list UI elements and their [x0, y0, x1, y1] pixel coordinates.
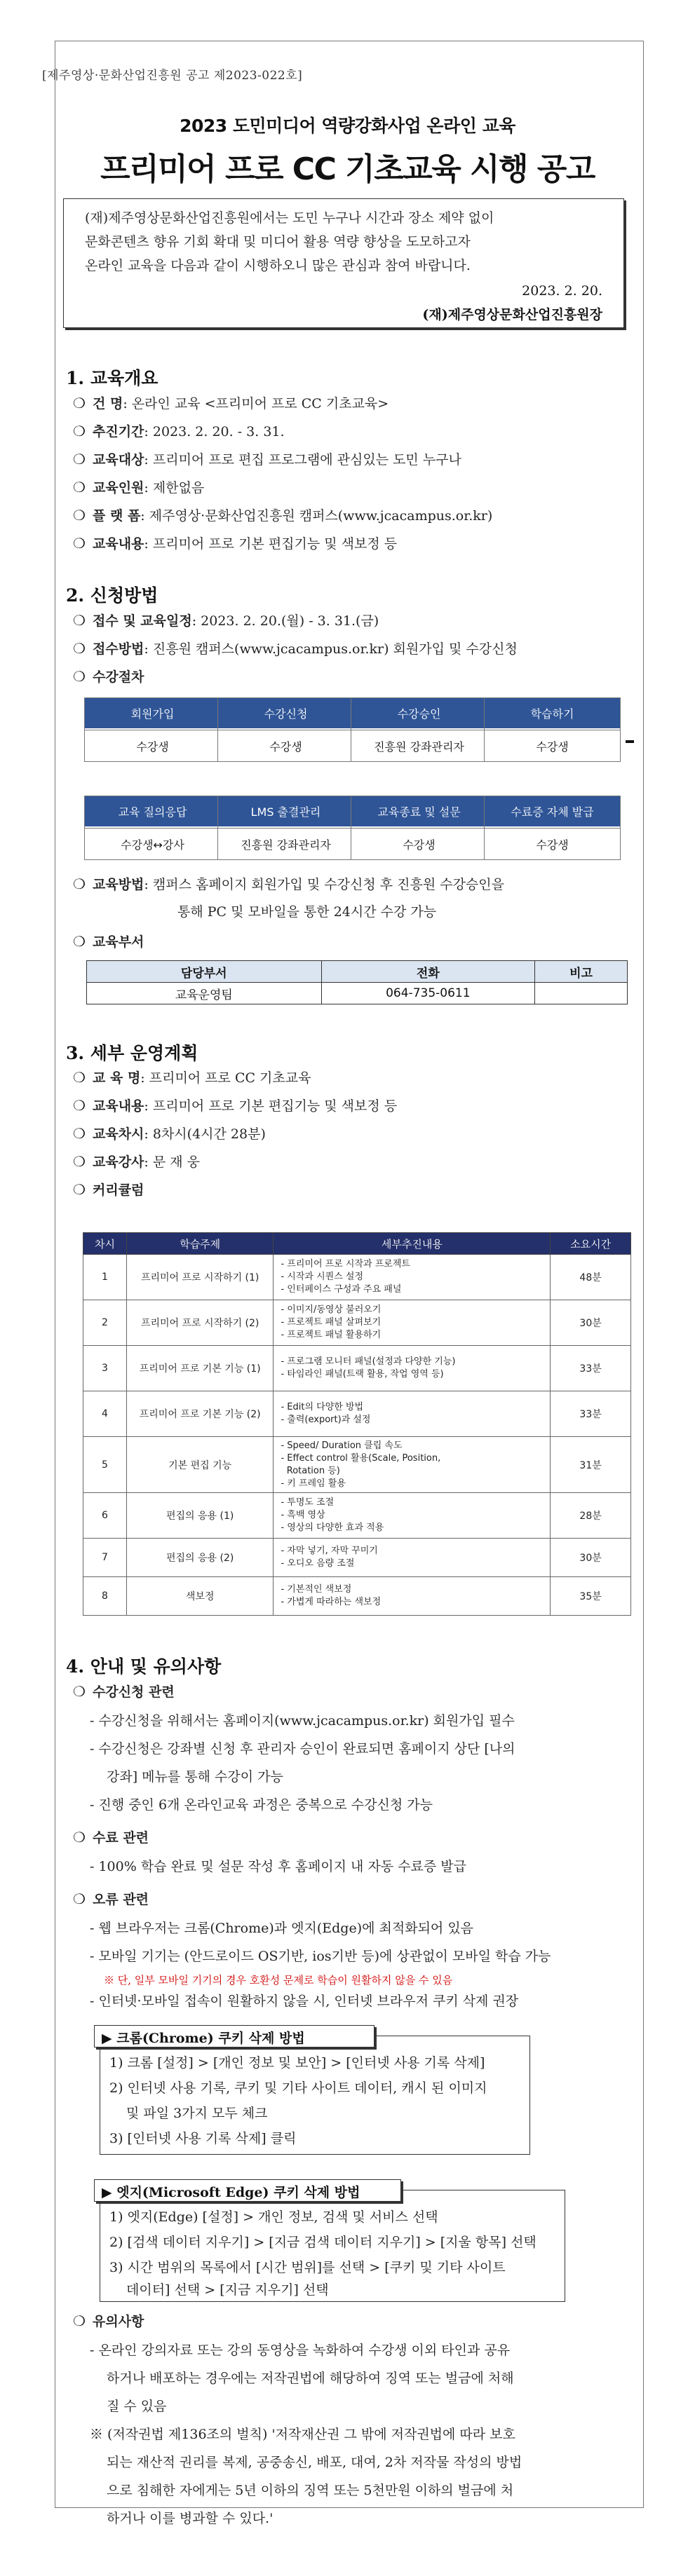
process-step-title: 수강승인 — [351, 698, 487, 730]
overview-row: ❍ 교육대상: 프리미어 프로 편집 프로그램에 관심있는 도민 누구나 — [73, 451, 461, 468]
process-step — [351, 796, 487, 860]
row-value: : 프리미어 프로 CC 기초교육 — [140, 1070, 311, 1086]
detail-line: - 이미지/동영상 불러오기 — [281, 1304, 382, 1315]
caution-line: 되는 재산적 권리를 복제, 공중송신, 배포, 대여, 2차 저작물 작성의 방법 — [107, 2455, 522, 2470]
row-key: 교육인원 — [93, 480, 144, 496]
table-header: 소요시간 — [551, 1233, 631, 1255]
row-value: : 제주영상·문화산업진흥원 캠퍼스(www.jcacampus.or.kr) — [140, 508, 493, 524]
notice-item: 강좌] 메뉴를 통해 수강이 가능 — [107, 1769, 283, 1785]
session-details — [274, 1391, 551, 1437]
apply-row: ❍ 접수방법: 진흥원 캠퍼스(www.jcacampus.or.kr) 회원가입 및 수강신청 — [73, 640, 518, 657]
intro-line: (재)제주영상문화산업진흥원에서는 도민 누구나 시간과 장소 제약 없이 — [85, 210, 494, 226]
detail-line: - 투명도 조절 — [281, 1497, 335, 1508]
session-number: 3 — [83, 1346, 127, 1391]
arrow-icon — [626, 740, 634, 743]
detail-line: - Edit의 다양한 방법 — [281, 1402, 364, 1412]
intro-line: 문화콘텐츠 향유 기회 확대 및 미디어 활용 역량 향상을 도모하고자 — [85, 234, 471, 250]
process-step-title: 학습하기 — [485, 698, 620, 730]
session-details — [274, 1255, 551, 1300]
process-step — [217, 697, 354, 762]
intro-date: 2023. 2. 20. — [522, 283, 602, 299]
section-heading: 4. 안내 및 유의사항 — [66, 1656, 222, 1677]
overview-row: ❍ 교육내용: 프리미어 프로 기본 편집기능 및 색보정 등 — [73, 535, 398, 552]
session-details — [274, 1577, 551, 1616]
guide-step: 1) 엣지(Edge) [설정] > 개인 정보, 검색 및 서비스 선택 — [109, 2209, 438, 2225]
guide-step: 2) 인터넷 사용 기록, 쿠키 및 기타 사이트 데이터, 캐시 된 이미지 — [109, 2080, 487, 2096]
row-key: 플 랫 폼 — [93, 508, 141, 524]
session-details — [274, 1300, 551, 1346]
caution-line: 하거나 배포하는 경우에는 저작권법에 해당하여 징역 또는 벌금에 처해 — [107, 2371, 514, 2386]
session-number: 8 — [83, 1577, 127, 1616]
session-details — [274, 1437, 551, 1493]
session-topic: 기본 편집 기능 — [126, 1437, 274, 1493]
row-value: : 프리미어 프로 기본 편집기능 및 색보정 등 — [144, 1098, 398, 1114]
session-number: 1 — [83, 1255, 127, 1300]
row-value: : 8차시(4시간 28분) — [144, 1126, 266, 1142]
curriculum-label: 커리큘럼 — [93, 1183, 144, 1198]
edge-guide-title: ▶ 엣지(Microsoft Edge) 쿠키 삭제 방법 — [94, 2179, 401, 2202]
process-step-actor: 진흥원 강좌관리자 — [218, 828, 353, 859]
session-number: 7 — [83, 1539, 127, 1577]
table-cell — [535, 983, 628, 1004]
process-step — [484, 796, 621, 860]
row-value: : 문 재 웅 — [144, 1154, 201, 1170]
dept-label: 교육부서 — [93, 934, 144, 950]
caution-line: 질 수 있음 — [107, 2399, 167, 2414]
row-key: 교육차시 — [93, 1126, 144, 1142]
caution-line: 으로 침해한 자에게는 5년 이하의 징역 또는 5천만원 이하의 벌금에 처 — [107, 2483, 514, 2498]
detail-line: - 자막 넣기, 자막 꾸미기 — [281, 1546, 378, 1556]
plan-row: ❍ 교육내용: 프리미어 프로 기본 편집기능 및 색보정 등 — [73, 1097, 398, 1114]
page-subtitle: 2023 도민미디어 역량강화사업 온라인 교육 — [180, 116, 515, 136]
process-step — [484, 697, 621, 762]
process-step-actor: 수강생 — [485, 828, 620, 859]
detail-line: - 시작과 시퀀스 설정 — [281, 1272, 364, 1282]
guide-step: 3) 시간 범위의 목록에서 [시간 범위]를 선택 > [쿠키 및 기타 사이트 — [109, 2260, 506, 2275]
row-value: : 2023. 2. 20.(월) - 3. 31.(금) — [191, 613, 379, 629]
detail-line: - 기본적인 색보정 — [281, 1584, 352, 1595]
session-topic: 프리미어 프로 시작하기 (1) — [126, 1255, 274, 1300]
table-row — [83, 1346, 631, 1391]
table-header-row — [83, 1233, 631, 1255]
detail-line: - 프로그램 모니터 패널(설정과 다양한 기능) — [281, 1356, 456, 1367]
session-duration: 35분 — [551, 1577, 631, 1616]
caution-line: - 온라인 강의자료 또는 강의 동영상을 녹화하여 수강생 이외 타인과 공유 — [90, 2343, 511, 2358]
group-title: 수강신청 관련 — [93, 1684, 175, 1700]
method-continued: 통해 PC 및 모바일을 통한 24시간 수강 가능 — [177, 904, 437, 920]
session-duration: 31분 — [551, 1437, 631, 1493]
row-key: 추진기간 — [93, 424, 144, 439]
row-key: 건 명 — [93, 396, 123, 411]
table-row — [83, 1577, 631, 1616]
chrome-guide-title: ▶ 크롬(Chrome) 쿠키 삭제 방법 — [94, 2025, 375, 2047]
notice-item: - 인터넷·모바일 접속이 원활하지 않을 시, 인터넷 브라우저 쿠키 삭제 권장 — [90, 1994, 519, 2009]
process-step-actor: 수강생 — [85, 730, 220, 761]
row-value: : 2023. 2. 20. - 3. 31. — [144, 424, 285, 439]
detail-line: - 영상의 다양한 효과 적용 — [281, 1522, 384, 1533]
session-duration: 28분 — [551, 1493, 631, 1539]
table-header: 세부추진내용 — [274, 1233, 551, 1255]
row-key: 교육강사 — [93, 1154, 144, 1170]
session-number: 2 — [83, 1300, 127, 1346]
guide-step: 1) 크롬 [설정] > [개인 정보 및 보안] > [인터넷 사용 기록 삭제] — [109, 2055, 485, 2071]
overview-row: ❍ 추진기간: 2023. 2. 20. - 3. 31. — [73, 423, 285, 439]
row-key: 교 육 명 — [93, 1070, 141, 1086]
row-value: : 제한없음 — [144, 480, 205, 496]
detail-line: - Effect control 활용(Scale, Position, — [281, 1452, 441, 1464]
row-key: 접수방법 — [93, 641, 144, 657]
notice-reference: [제주영상·문화산업진흥원 공고 제2023-022호] — [42, 69, 303, 83]
caution-line: 하거나 이를 병과할 수 있다.' — [107, 2511, 274, 2526]
row-key: 교육방법 — [93, 877, 144, 892]
process-step-actor: 진흥원 강좌관리자 — [351, 730, 487, 761]
row-value: : 프리미어 프로 편집 프로그램에 관심있는 도민 누구나 — [144, 452, 461, 468]
process-step-title: LMS 출결관리 — [218, 796, 353, 828]
curriculum-table — [83, 1232, 631, 1616]
session-number: 4 — [83, 1391, 127, 1437]
process-step — [84, 796, 221, 860]
table-cell: 064-735-0611 — [321, 983, 535, 1004]
session-topic: 프리미어 프로 기본 기능 (2) — [126, 1391, 274, 1437]
session-duration: 30분 — [551, 1300, 631, 1346]
process-step-title: 교육 질의응답 — [85, 796, 220, 828]
process-step-actor: 수강생 — [218, 730, 353, 761]
detail-line: - 프리미어 프로 시작과 프로젝트 — [281, 1259, 410, 1269]
detail-line: - 프로젝트 패널 살펴보기 — [281, 1317, 382, 1328]
detail-line: Rotation 등) — [281, 1465, 340, 1476]
guide-step: 3) [인터넷 사용 기록 삭제] 클릭 — [109, 2131, 297, 2146]
row-key: 교육내용 — [93, 1098, 144, 1114]
overview-row: ❍ 교육인원: 제한없음 — [73, 479, 205, 496]
session-topic: 프리미어 프로 시작하기 (2) — [126, 1300, 274, 1346]
row-key: 교육내용 — [93, 536, 144, 552]
warning-note: ※ 단, 일부 모바일 기기의 경우 호환성 문제로 학습이 원활하지 않을 수 있음 — [104, 1974, 453, 1986]
intro-line: 온라인 교육을 다음과 같이 시행하오니 많은 관심과 참여 바랍니다. — [85, 258, 471, 273]
session-topic: 프리미어 프로 기본 기능 (1) — [126, 1346, 274, 1391]
process-step-actor: 수강생↔강사 — [85, 828, 220, 859]
table-row — [83, 1437, 631, 1493]
group-title: 수료 관련 — [93, 1830, 149, 1846]
notice-item: - 모바일 기기는 (안드로이드 OS기반, ios기반 등)에 상관없이 모바일 학습 가능 — [90, 1949, 551, 1964]
row-value: : 프리미어 프로 기본 편집기능 및 색보정 등 — [144, 536, 398, 552]
table-row — [83, 1539, 631, 1577]
guide-step: 2) [검색 데이터 지우기] > [지금 검색 데이터 지우기] > [지울 항목] 선택 — [109, 2235, 537, 2250]
notice-group-label: ❍ 수료 관련 — [73, 1829, 149, 1846]
table-row — [87, 983, 628, 1004]
plan-row: ❍ 교육차시: 8차시(4시간 28분) — [73, 1125, 266, 1142]
overview-row: ❍ 플 랫 폼: 제주영상·문화산업진흥원 캠퍼스(www.jcacampus.or.kr) — [73, 507, 493, 524]
section-heading: 1. 교육개요 — [66, 368, 158, 388]
process-step — [217, 796, 354, 860]
detail-line: - 타임라인 패널(트랙 활용, 작업 영역 등) — [281, 1369, 444, 1379]
row-value: : 캠퍼스 홈페이지 회원가입 및 수강신청 후 진흥원 수강승인을 — [144, 877, 504, 892]
plan-row: ❍ 교육강사: 문 재 웅 — [73, 1153, 201, 1170]
apply-row: ❍ 교육부서 — [73, 933, 144, 950]
session-duration: 33분 — [551, 1346, 631, 1391]
detail-line: - 인터페이스 구성과 주요 패널 — [281, 1284, 402, 1295]
caution-line: ※ (저작권법 제136조의 벌칙) '저작재산권 그 밖에 저작권법에 따라 보호 — [90, 2427, 515, 2442]
row-key: 교육대상 — [93, 452, 144, 468]
table-header: 비고 — [535, 961, 628, 983]
notice-group-label: ❍ 수강신청 관련 — [73, 1683, 175, 1700]
table-row — [83, 1300, 631, 1346]
table-row — [83, 1493, 631, 1539]
process-step — [84, 697, 221, 762]
table-header: 담당부서 — [87, 961, 322, 983]
process-step-title: 교육종료 및 설문 — [351, 796, 487, 828]
table-row — [83, 1255, 631, 1300]
process-step-title: 회원가입 — [85, 698, 220, 730]
page-title: 프리미어 프로 CC 기초교육 시행 공고 — [100, 151, 595, 187]
section-heading: 3. 세부 운영계획 — [66, 1043, 198, 1063]
session-details — [274, 1493, 551, 1539]
row-value: : 온라인 교육 <프리미어 프로 CC 기초교육> — [123, 396, 389, 411]
row-value: : 진흥원 캠퍼스(www.jcacampus.or.kr) 회원가입 및 수강신청 — [144, 641, 518, 657]
table-header-row — [87, 961, 628, 983]
notice-item: - 수강신청은 강좌별 신청 후 관리자 승인이 완료되면 홈페이지 상단 [나의 — [90, 1741, 515, 1757]
process-step-title: 수료증 자체 발급 — [485, 796, 620, 828]
process-step-title: 수강신청 — [218, 698, 353, 730]
notice-group-label: ❍ 유의사항 — [73, 2312, 144, 2329]
notice-item: - 진행 중인 6개 온라인교육 과정은 중복으로 수강신청 가능 — [90, 1797, 433, 1813]
table-row — [83, 1391, 631, 1437]
intro-box — [63, 198, 624, 328]
session-details — [274, 1346, 551, 1391]
process-step — [351, 697, 487, 762]
apply-row: ❍ 접수 및 교육일정: 2023. 2. 20.(월) - 3. 31.(금) — [73, 612, 379, 629]
notice-item: - 100% 학습 완료 및 설문 작성 후 홈페이지 내 자동 수료증 발급 — [90, 1859, 467, 1874]
detail-line: - 가볍게 따라하는 색보정 — [281, 1597, 382, 1607]
process-step-actor: 수강생 — [351, 828, 487, 859]
process-label: 수강절차 — [93, 669, 144, 685]
table-header: 전화 — [321, 961, 535, 983]
notice-item: - 웹 브라우저는 크롬(Chrome)과 엣지(Edge)에 최적화되어 있음 — [90, 1921, 474, 1936]
group-title: 오류 관련 — [93, 1892, 149, 1907]
department-table — [86, 960, 628, 1004]
detail-line: - 오디오 음량 조절 — [281, 1558, 355, 1569]
session-topic: 편집의 응용 (2) — [126, 1539, 274, 1577]
detail-line: - 프로젝트 패널 활용하기 — [281, 1330, 382, 1340]
session-details — [274, 1539, 551, 1577]
detail-line: - 키 프레임 활용 — [281, 1478, 346, 1489]
overview-row: ❍ 건 명: 온라인 교육 <프리미어 프로 CC 기초교육> — [73, 395, 389, 411]
notice-group-label: ❍ 오류 관련 — [73, 1890, 149, 1907]
section-heading: 2. 신청방법 — [66, 585, 158, 606]
session-number: 5 — [83, 1437, 127, 1493]
intro-org: (재)제주영상문화산업진흥원장 — [422, 307, 602, 322]
session-duration: 48분 — [551, 1255, 631, 1300]
table-header: 차시 — [83, 1233, 127, 1255]
process-step-actor: 수강생 — [485, 730, 620, 761]
table-header: 학습주제 — [126, 1233, 274, 1255]
guide-step: 및 파일 3가지 모두 체크 — [126, 2106, 268, 2121]
session-duration: 30분 — [551, 1539, 631, 1577]
session-number: 6 — [83, 1493, 127, 1539]
session-topic: 편집의 응용 (1) — [126, 1493, 274, 1539]
notice-item: - 수강신청을 위해서는 홈페이지(www.jcacampus.or.kr) 회원가입 필수 — [90, 1713, 515, 1729]
plan-row: ❍ 교 육 명: 프리미어 프로 CC 기초교육 — [73, 1069, 311, 1086]
session-topic: 색보정 — [126, 1577, 274, 1616]
detail-line: - Speed/ Duration 클립 속도 — [281, 1440, 403, 1451]
detail-line: - 흑백 영상 — [281, 1510, 325, 1520]
session-duration: 33분 — [551, 1391, 631, 1437]
guide-step: 데이터] 선택 > [지금 지우기] 선택 — [126, 2282, 329, 2298]
row-key: 접수 및 교육일정 — [93, 613, 192, 629]
detail-line: - 출력(export)과 설정 — [281, 1415, 371, 1425]
group-title: 유의사항 — [93, 2314, 144, 2329]
table-cell: 교육운영팀 — [87, 983, 322, 1004]
plan-row: ❍ 커리큘럼 — [73, 1181, 144, 1198]
apply-row: ❍ 수강절차 — [73, 668, 144, 685]
apply-row: ❍ 교육방법: 캠퍼스 홈페이지 회원가입 및 수강신청 후 진흥원 수강승인을 — [73, 875, 504, 892]
